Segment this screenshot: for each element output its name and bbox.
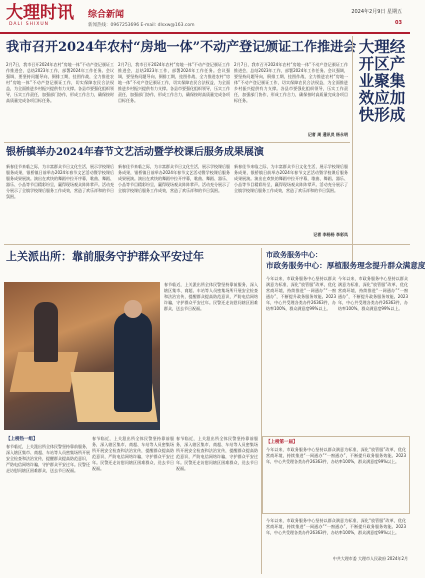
footer-note: 中共大理市委 大理市人民政府 2024年2月 bbox=[332, 556, 408, 561]
vertical-headline: 大理经开区产业聚集效应加快形成 bbox=[358, 37, 406, 124]
article-body: 今年以来，市政务服务中心坚持以群众满意为标准，深化“放管服”改革，优化营商环境，持续推进“一网通办”“一窗通办”，不断提升政务服务效能。2023年，中心共受理各类办件26363件，办结率100%，群众满意度99%以上。 bbox=[266, 518, 406, 535]
article-body: 春节临近，上关派出所全体民警坚持靠前服务，深入辖区集市、商超、车站等人员密集场所开展安全检查和法治宣传，提醒群众提高防范意识，严防电信网络诈骗，守护群众平安过年。民警还走访慰问辖区困难群众，送去节日祝福。 bbox=[92, 436, 174, 471]
article-body: 2月7日，我市召开2024年农村“房地一体”不动产登记颁证工作推进会，总结2023年工作，部署2024年工作任务。会议强调，要坚持问题导向，倒排工期，挂图作战，全力推进农村“房地一体”不动产登记颁证工作，切实保障农民合法权益，为全面推进乡村振兴提供有力支撑。各县市要强化组织领导，压实工作责任，加强部门协作，形成工作合力，确保按时高质量完成各项目标任务。 bbox=[234, 62, 348, 103]
news-photo bbox=[4, 282, 160, 430]
headline-gov-service: 市政务服务中心：厚植服务理念提升群众满意度 bbox=[266, 261, 425, 270]
logo-subtitle: DALI SHIXUN bbox=[9, 22, 50, 27]
box-body: 今年以来，市政务服务中心坚持以群众满意为标准，深化“放管服”改革，优化营商环境，持续推进“一网通办”“一窗通办”，不断提升政务服务效能。2023年，中心共受理各类办件26363件，办结率100%，群众满意度99%以上。 bbox=[266, 447, 406, 464]
headline-spring-festival: 银桥镇举办2024年春节文艺活动暨学校课后服务成果展演 bbox=[6, 147, 264, 158]
masthead bbox=[0, 0, 410, 34]
article-body: 今年以来，市政务服务中心坚持以群众满意为标准，深化“放管服”改革，优化营商环境，持续推进“一网通办”“一窗通办”，不断提升政务服务效能。2023年，中心共受理各类办件26363件，办结率100%，群众满意度99%以上。 bbox=[266, 276, 336, 311]
article-body: 春节临近，上关派出所全体民警坚持靠前服务，深入辖区集市、商超、车站等人员密集场所开展安全检查和法治宣传，提醒群众提高防范意识，严防电信网络诈骗，守护群众平安过年。民警还走访慰问辖区困难群众，送去节日祝福。 bbox=[176, 436, 258, 471]
article-byline: 记者 李杨杨 李彩凤 bbox=[313, 232, 348, 237]
article-body: 春节临近，上关派出所全体民警坚持靠前服务，深入辖区集市、商超、车站等人员密集场所开展安全检查和法治宣传，提醒群众提高防范意识，严防电信网络诈骗，守护群众平安过年。民警还走访慰问辖区困难群众，送去节日祝福。 bbox=[164, 282, 258, 311]
article-body: 新春佳节来临之际，为丰富群众节日文化生活，展示学校课后服务成果，银桥镇日前举办2024年春节文艺活动暨学校课后服务成果展演。演出在欢快的舞蹈中拉开序幕，歌曲、舞蹈、器乐、小品等节目精彩纷呈，赢得现场观众阵阵掌声。活动充分展示了全镇学校课后服务工作成效，营造了欢乐祥和的节日氛围。 bbox=[234, 164, 348, 193]
article-body: 春节临近，上关派出所全体民警坚持靠前服务，深入辖区集市、商超、车站等人员密集场所开展安全检查和法治宣传，提醒群众提高防范意识，严防电信网络诈骗，守护群众平安过年。民警还走访慰问辖区困难群众，送去节日祝福。 bbox=[6, 444, 90, 473]
headline-real-estate-meeting: 我市召开2024年农村“房地一体”不动产登记颁证工作推进会 bbox=[6, 40, 357, 55]
issue-date: 2024年2月9日 星期五 bbox=[351, 9, 402, 15]
article-byline: 记者 周 通讯员 杨永明 bbox=[307, 132, 348, 137]
section-title: 综合新闻 bbox=[88, 10, 125, 20]
sidebar-box bbox=[262, 436, 410, 514]
section-divider bbox=[4, 142, 350, 143]
article-kicker: 市政务服务中心： bbox=[266, 251, 322, 259]
column-divider bbox=[261, 248, 262, 574]
section-divider bbox=[4, 244, 410, 245]
article-body: 2月7日，我市召开2024年农村“房地一体”不动产登记颁证工作推进会，总结2023年工作，部署2024年工作任务。会议强调，要坚持问题导向，倒排工期，挂图作战，全力推进农村“房地一体”不动产登记颁证工作，切实保障农民合法权益，为全面推进乡村振兴提供有力支撑。各县市要强化组织领导，压实工作责任，加强部门协作，形成工作合力，确保按时高质量完成各项目标任务。 bbox=[6, 62, 114, 103]
article-body: 新春佳节来临之际，为丰富群众节日文化生活，展示学校课后服务成果，银桥镇日前举办2024年春节文艺活动暨学校课后服务成果展演。演出在欢快的舞蹈中拉开序幕，歌曲、舞蹈、器乐、小品等节目精彩纷呈，赢得现场观众阵阵掌声。活动充分展示了全镇学校课后服务工作成效，营造了欢乐祥和的节日氛围。 bbox=[118, 164, 230, 193]
article-body: 新春佳节来临之际，为丰富群众节日文化生活，展示学校课后服务成果，银桥镇日前举办2024年春节文艺活动暨学校课后服务成果展演。演出在欢快的舞蹈中拉开序幕，歌曲、舞蹈、器乐、小品等节目精彩纷呈，赢得现场观众阵阵掌声。活动充分展示了全镇学校课后服务工作成效，营造了欢乐祥和的节日氛围。 bbox=[6, 164, 114, 199]
article-subhead: 【上榜热一组】 bbox=[6, 437, 38, 442]
page-number: 03 bbox=[395, 20, 402, 26]
contact-line: 新闻热线：0967253696 E-mail: dlsxw@163.com bbox=[88, 23, 195, 28]
article-body: 今年以来，市政务服务中心坚持以群众满意为标准，深化“放管服”改革，优化营商环境，持续推进“一网通办”“一窗通办”，不断提升政务服务效能。2023年，中心共受理各类办件26363件，办结率100%，群众满意度99%以上。 bbox=[338, 276, 408, 311]
headline-police-station: 上关派出所：靠前服务守护群众平安过年 bbox=[6, 250, 204, 263]
box-tag: 【上榜第一届】 bbox=[266, 440, 298, 445]
newspaper-logo: 大理时讯 bbox=[6, 3, 74, 23]
article-body: 2月7日，我市召开2024年农村“房地一体”不动产登记颁证工作推进会，总结2023年工作，部署2024年工作任务。会议强调，要坚持问题导向，倒排工期，挂图作战，全力推进农村“房地一体”不动产登记颁证工作，切实保障农民合法权益，为全面推进乡村振兴提供有力支撑。各县市要强化组织领导，压实工作责任，加强部门协作，形成工作合力，确保按时高质量完成各项目标任务。 bbox=[118, 62, 230, 103]
